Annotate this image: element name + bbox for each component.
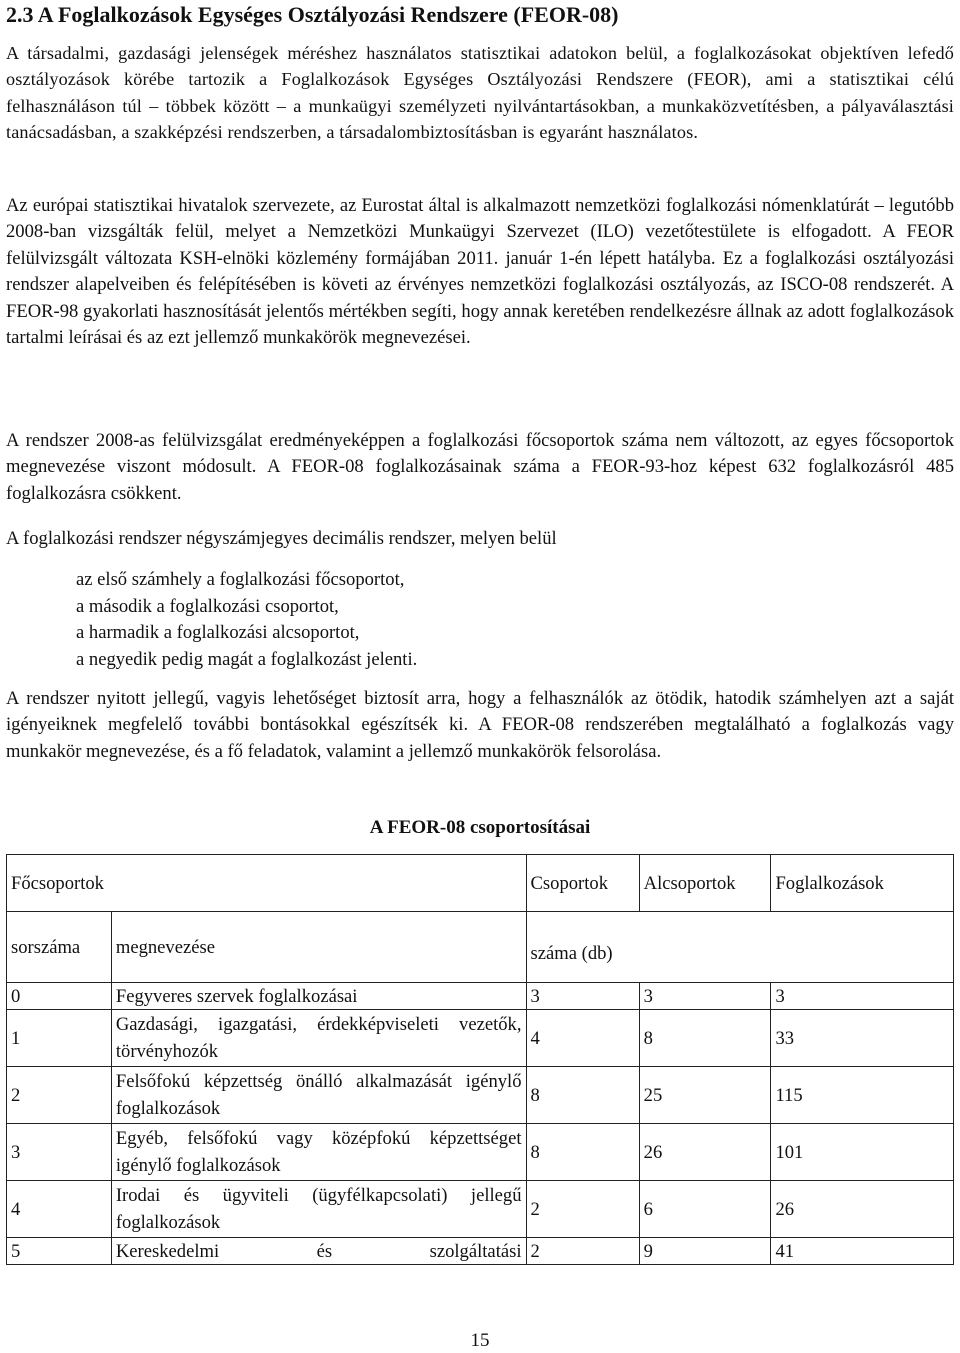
table-row (7, 983, 954, 1010)
header-blank (111, 855, 526, 912)
table-header-row (7, 855, 954, 912)
paragraph-isco-revision: Az európai statisztikai hivatalok szervezete, az Eurostat által is alkalmazott nemzetközi foglalkozási nómenklatúrát – legutóbb 2008-ban vizsgálták felül, melyet a Nemzetközi Munkaügyi Szervezet (ILO) vezetőtestülete is elfogadott. A FEOR felülvizsgált változata KSH-elnöki közlemény formájában 2011. január 1-én lépett hatályba. Ez a foglalkozási osztályozási rendszer alapelveiben és felépítésében is követi az érvényes nemzetközi foglalkozási osztályozás, az ISCO-08 rendszerét. A FEOR-98 gyakorlati hasznosítását jelentős mértékben segíti, hogy annak keretében rendelkezésre állnak az adott foglalkozások tartalmi leírásai és az ezt jellemző munkakörök megnevezései. (6, 195, 954, 349)
row-groups: 2 (526, 1181, 639, 1238)
table-row (7, 1010, 954, 1067)
paragraph-decimal-system: A foglalkozási rendszer négyszámjegyes decimális rendszer, melyen belül (6, 528, 557, 549)
table-caption: A FEOR-08 csoportosításai (369, 817, 591, 838)
feor-groups-table (6, 854, 954, 1265)
row-name: Fegyveres szervek foglalkozásai (111, 983, 526, 1010)
page-number: 15 (470, 1330, 490, 1351)
row-number: 1 (7, 1010, 112, 1067)
row-groups: 8 (526, 1067, 639, 1124)
row-occupations: 101 (771, 1124, 954, 1181)
section-heading: 2.3 A Foglalkozások Egységes Osztályozási Rendszere (FEOR-08) (6, 2, 619, 27)
row-occupations: 115 (771, 1067, 954, 1124)
table-row (7, 1124, 954, 1181)
table-subheader-row (7, 912, 954, 983)
row-occupations: 26 (771, 1181, 954, 1238)
subheader-count: száma (db) (526, 912, 639, 983)
row-subgroups: 3 (639, 983, 771, 1010)
row-groups: 4 (526, 1010, 639, 1067)
row-number: 4 (7, 1181, 112, 1238)
row-subgroups: 25 (639, 1067, 771, 1124)
row-subgroups: 6 (639, 1181, 771, 1238)
row-name: Kereskedelmi és szolgáltatási (111, 1238, 526, 1265)
list-item: a harmadik a foglalkozási alcsoportot, (76, 622, 360, 643)
row-groups: 8 (526, 1124, 639, 1181)
header-subgroups: Alcsoportok (639, 855, 771, 912)
digit-meaning-list (76, 567, 417, 673)
list-item: az első számhely a foglalkozási főcsoportot, (76, 569, 405, 590)
row-name: Irodai és ügyviteli (ügyfélkapcsolati) jellegű foglalkozások (111, 1181, 526, 1238)
row-occupations: 3 (771, 983, 954, 1010)
row-number: 3 (7, 1124, 112, 1181)
row-name: Gazdasági, igazgatási, érdekképviseleti vezetők, törvényhozók (111, 1010, 526, 1067)
list-item: a negyedik pedig magát a foglalkozást jelenti. (76, 648, 418, 670)
subheader-number: sorszáma (7, 912, 112, 983)
row-occupations: 33 (771, 1010, 954, 1067)
row-subgroups: 9 (639, 1238, 771, 1265)
row-name: Felsőfokú képzettség önálló alkalmazását igénylő foglalkozások (111, 1067, 526, 1124)
row-number: 0 (7, 983, 112, 1010)
paragraph-open-system: A rendszer nyitott jellegű, vagyis lehetőséget biztosít arra, hogy a felhasználók az ötödik, hatodik számhelyen azt a saját igényeiknek megfelelő további bontásokkal egészítsék ki. A FEOR-08 rendszerében megtalálható a foglalkozás vagy munkakör megnevezése, és a fő feladatok, valamint a jellemző munkakörök felsorolása. (6, 688, 954, 762)
row-number: 5 (7, 1238, 112, 1265)
subheader-name: megnevezése (111, 912, 526, 983)
subheader-blank (771, 912, 954, 983)
row-groups: 3 (526, 983, 639, 1010)
paragraph-2008-review: A rendszer 2008-as felülvizsgálat eredményeképpen a foglalkozási főcsoportok száma nem változott, az egyes főcsoportok megnevezése viszont módosult. A FEOR-08 foglalkozásainak száma a FEOR-93-hoz képest 632 foglalkozásról 485 foglalkozásra csökkent. (6, 430, 954, 504)
table-row (7, 1238, 954, 1265)
table-row (7, 1067, 954, 1124)
row-number: 2 (7, 1067, 112, 1124)
header-occupations: Foglalkozások (771, 855, 954, 912)
subheader-blank (639, 912, 771, 983)
row-subgroups: 26 (639, 1124, 771, 1181)
row-name: Egyéb, felsőfokú vagy középfokú képzettséget igénylő foglalkozások (111, 1124, 526, 1181)
paragraph-feor-intro: A társadalmi, gazdasági jelenségek méréshez használatos statisztikai adatokon belül, a foglalkozásokat objektíven lefedő osztályozások körébe tartozik a Foglalkozások Egységes Osztályozási Rendszere (FEOR), ami a statisztikai célú felhasználáson túl – többek között – a munkaügyi személyzeti nyilvántartásokban, a munkaközvetítésben, a pályaválasztási tanácsadásban, a szakképzési rendszerben, a társadalombiztosításban is egyaránt használatos. (6, 43, 954, 143)
row-groups: 2 (526, 1238, 639, 1265)
header-main-groups: Főcsoportok (7, 855, 112, 912)
table-row (7, 1181, 954, 1238)
header-groups: Csoportok (526, 855, 639, 912)
list-item: a második a foglalkozási csoportot, (76, 595, 339, 617)
row-subgroups: 8 (639, 1010, 771, 1067)
row-occupations: 41 (771, 1238, 954, 1265)
